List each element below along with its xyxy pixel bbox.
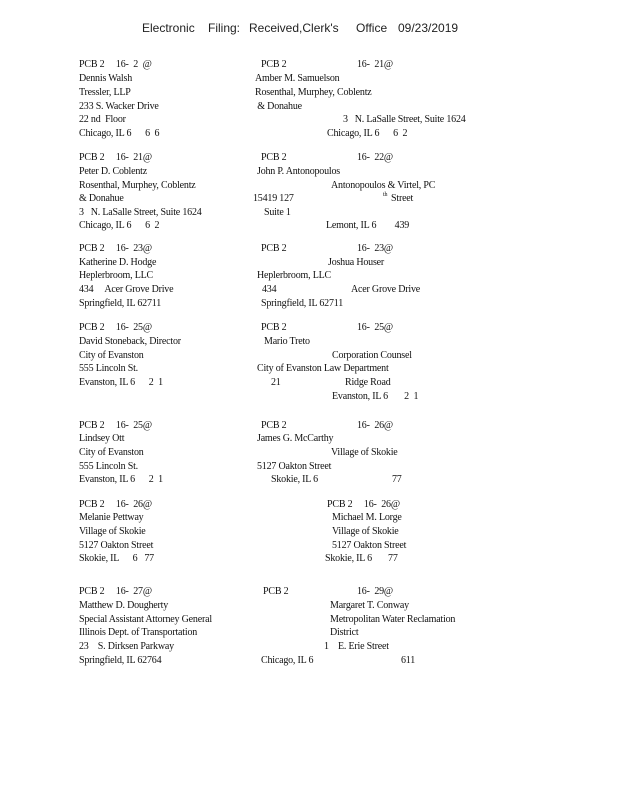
service-entry-line: PCB 2 16- 26@ <box>327 499 400 510</box>
service-entry-line: Rosenthal, Murphey, Coblentz <box>255 87 372 98</box>
service-entry-line: Acer Grove Drive <box>351 284 420 295</box>
service-entry-line: Skokie, IL 6 77 <box>79 553 154 564</box>
header-office: Office <box>356 21 388 35</box>
service-entry-line: Margaret T. Conway <box>330 600 409 611</box>
service-entry-line: PCB 2 16- 25@ <box>79 322 152 333</box>
service-entry-line: City of Evanston <box>79 447 144 458</box>
service-entry-line: Chicago, IL 6 6 6 <box>79 128 160 139</box>
service-entry-line: City of Evanston <box>79 350 144 361</box>
service-entry-line: 233 S. Wacker Drive <box>79 101 159 112</box>
service-entry-line: Amber M. Samuelson <box>255 73 340 84</box>
service-entry-line: 5127 Oakton Street <box>332 540 407 551</box>
service-entry-line: th <box>383 192 388 198</box>
service-entry-line: PCB 2 <box>261 420 287 431</box>
service-entry-line: 22 nd Floor <box>79 114 126 125</box>
service-entry-line: 611 <box>401 655 416 666</box>
header-date: 09/23/2019 <box>398 21 459 35</box>
service-entry-line: Michael M. Lorge <box>332 512 402 523</box>
service-entry-line: 15419 127 <box>253 193 294 204</box>
service-entry-line: Antonopoulos & Virtel, PC <box>331 180 436 191</box>
service-entry-line: Heplerbroom, LLC <box>257 270 332 281</box>
service-entry-line: District <box>330 627 359 638</box>
service-entry-line: Skokie, IL 6 <box>271 474 318 485</box>
service-entry-line: Tressler, LLP <box>79 87 131 98</box>
service-entry-line: James G. McCarthy <box>257 433 334 444</box>
service-entry-line: PCB 2 <box>263 586 289 597</box>
service-entry-line: 16- 23@ <box>357 243 393 254</box>
service-entry-line: 5127 Oakton Street <box>79 540 154 551</box>
service-entry-line: Special Assistant Attorney General <box>79 614 212 625</box>
service-entry-line: 77 <box>392 474 402 485</box>
service-entry-line: Springfield, IL 62764 <box>79 655 162 666</box>
service-entry-line: 555 Lincoln St. <box>79 461 138 472</box>
service-entry-line: 16- 26@ <box>357 420 393 431</box>
service-entry-line: 16- 25@ <box>357 322 393 333</box>
service-entry-line: PCB 2 16- 25@ <box>79 420 152 431</box>
service-entry-line: Springfield, IL 62711 <box>79 298 161 309</box>
service-entry-line: Metropolitan Water Reclamation <box>330 614 456 625</box>
service-entry-line: 16- 21@ <box>357 59 393 70</box>
service-entry-line: Dennis Walsh <box>79 73 132 84</box>
service-entry-line: Illinois Dept. of Transportation <box>79 627 198 638</box>
service-entry-line: Chicago, IL 6 6 2 <box>79 220 160 231</box>
service-entry-line: Chicago, IL 6 <box>261 655 314 666</box>
service-entry-line: City of Evanston Law Department <box>257 363 389 374</box>
service-entry-line: Evanston, IL 6 2 1 <box>79 474 163 485</box>
service-entry-line: David Stoneback, Director <box>79 336 181 347</box>
service-entry-line: 434 Acer Grove Drive <box>79 284 174 295</box>
service-entry-line: 16- 29@ <box>357 586 393 597</box>
service-entry-line: 3 N. LaSalle Street, Suite 1624 <box>343 114 466 125</box>
service-entry-line: Lindsey Ott <box>79 433 125 444</box>
service-entry-line: PCB 2 16- 27@ <box>79 586 152 597</box>
service-entry-line: PCB 2 16- 26@ <box>79 499 152 510</box>
service-entry-line: 555 Lincoln St. <box>79 363 138 374</box>
service-entry-line: Chicago, IL 6 6 2 <box>327 128 408 139</box>
service-entry-line: Mario Treto <box>264 336 310 347</box>
service-entry-line: & Donahue <box>255 101 302 112</box>
service-entry-line: Skokie, IL 6 77 <box>325 553 398 564</box>
service-entry-line: Evanston, IL 6 2 1 <box>79 377 163 388</box>
service-entry-line: PCB 2 16- 23@ <box>79 243 152 254</box>
service-entry-line: Rosenthal, Murphey, Coblentz <box>79 180 196 191</box>
service-entry-line: Village of Skokie <box>79 526 146 537</box>
service-entry-line: 3 N. LaSalle Street, Suite 1624 <box>79 207 202 218</box>
service-entry-line: PCB 2 <box>261 152 287 163</box>
header-received: Received,Clerk's <box>249 21 339 35</box>
service-entry-line: PCB 2 <box>261 322 287 333</box>
service-entry-line: Corporation Counsel <box>332 350 412 361</box>
header-electronic: Electronic <box>142 21 195 35</box>
service-entry-line: Evanston, IL 6 2 1 <box>332 391 419 402</box>
service-entry-line: Springfield, IL 62711 <box>261 298 343 309</box>
service-entry-line: 21 <box>271 377 281 388</box>
service-entry-line: Matthew D. Dougherty <box>79 600 169 611</box>
service-entry-line: John P. Antonopoulos <box>257 166 340 177</box>
service-entry-line: Suite 1 <box>264 207 291 218</box>
service-entry-line: Melanie Pettway <box>79 512 144 523</box>
header-filing: Filing: <box>208 21 241 35</box>
service-entry-line: Village of Skokie <box>332 526 399 537</box>
service-entry-line: 1 E. Erie Street <box>324 641 389 652</box>
service-entry-line: Lemont, IL 6 439 <box>326 220 410 231</box>
service-entry-line: Street <box>391 193 414 204</box>
service-entry-line: PCB 2 16- 2 @ <box>79 59 152 70</box>
service-entry-line: PCB 2 <box>261 59 287 70</box>
service-entry-line: Peter D. Coblentz <box>79 166 147 177</box>
service-entry-line: Katherine D. Hodge <box>79 257 157 268</box>
service-entry-line: Joshua Houser <box>328 257 385 268</box>
service-entry-line: Ridge Road <box>345 377 391 388</box>
service-entry-line: Village of Skokie <box>331 447 398 458</box>
service-entry-line: 5127 Oakton Street <box>257 461 332 472</box>
service-entry-line: PCB 2 <box>261 243 287 254</box>
service-entry-line: 16- 22@ <box>357 152 393 163</box>
service-entry-line: Heplerbroom, LLC <box>79 270 154 281</box>
service-entry-line: 434 <box>262 284 277 295</box>
service-entry-line: & Donahue <box>79 193 124 204</box>
service-entry-line: PCB 2 16- 21@ <box>79 152 152 163</box>
service-entry-line: 23 S. Dirksen Parkway <box>79 641 174 652</box>
